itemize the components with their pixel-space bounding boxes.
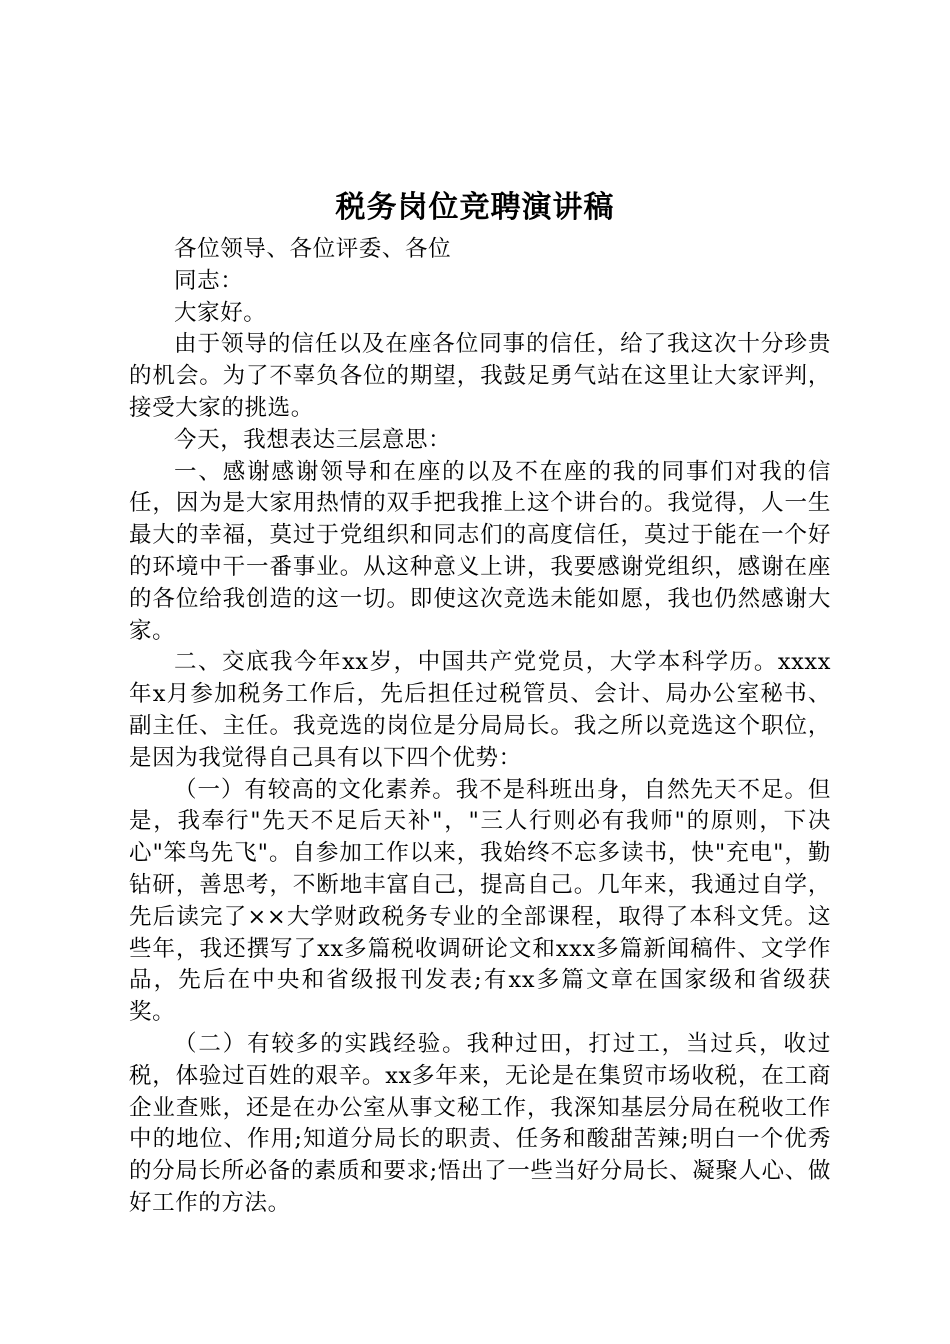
paragraph-intro: 由于领导的信任以及在座各位同事的信任，给了我这次十分珍贵的机会。为了不辜负各位的期望，我鼓足勇气站在这里让大家评判，接受大家的挑选。 <box>129 331 831 421</box>
paragraph-background: 二、交底我今年xx岁，中国共产党党员，大学本科学历。xxxx年x月参加税务工作后，先后担任过税管员、会计、局办公室秘书、副主任、主任。我竞选的岗位是分局局长。我之所以竞选这个职位，是因为我觉得自己具有以下四个优势： <box>129 649 831 771</box>
paragraph-advantage-1: （一）有较高的文化素养。我不是科班出身，自然先天不足。但是，我奉行"先天不足后天补"，"三人行则必有我师"的原则，下决心"笨鸟先飞"。自参加工作以来，我始终不忘多读书，快"充电"，勤钻研，善思考，不断地丰富自己，提高自己。几年来，我通过自学，先后读完了××大学财政税务专业的全部课程，取得了本科文凭。这些年，我还撰写了xx多篇税收调研论文和xxx多篇新闻稿件、文学作品，先后在中央和省级报刊发表;有xx多篇文章在国家级和省级获奖。 <box>129 776 831 1026</box>
paragraph-advantage-2: （二）有较多的实践经验。我种过田，打过工，当过兵，收过税，体验过百姓的艰辛。xx多年来，无论是在集贸市场收税，在工商企业查账，还是在办公室从事文秘工作，我深知基层分局在税收工作中的地位、作用;知道分局长的职责、任务和酸甜苦辣;明白一个优秀的分局长所必备的素质和要求;悟出了一些当好分局长、凝聚人心、做好工作的方法。 <box>129 1030 831 1216</box>
paragraph-outline: 今天，我想表达三层意思： <box>174 426 452 453</box>
document-title: 税务岗位竞聘演讲稿 <box>335 190 615 225</box>
paragraph-greeting: 大家好。 <box>174 299 267 326</box>
paragraph-salutation: 各位领导、各位评委、各位 <box>174 236 452 262</box>
document-body <box>129 234 831 1220</box>
paragraph-salutation-cont: 同志： <box>174 267 244 294</box>
paragraph-thanks: 一、感谢感谢领导和在座的以及不在座的我的同事们对我的信任，因为是大家用热情的双手把我推上这个讲台的。我觉得，人一生最大的幸福，莫过于党组织和同志们的高度信任，莫过于能在一个好的环境中干一番事业。从这种意义上讲，我要感谢党组织，感谢在座的各位给我创造的这一切。即使这次竞选未能如愿，我也仍然感谢大家。 <box>129 458 831 644</box>
